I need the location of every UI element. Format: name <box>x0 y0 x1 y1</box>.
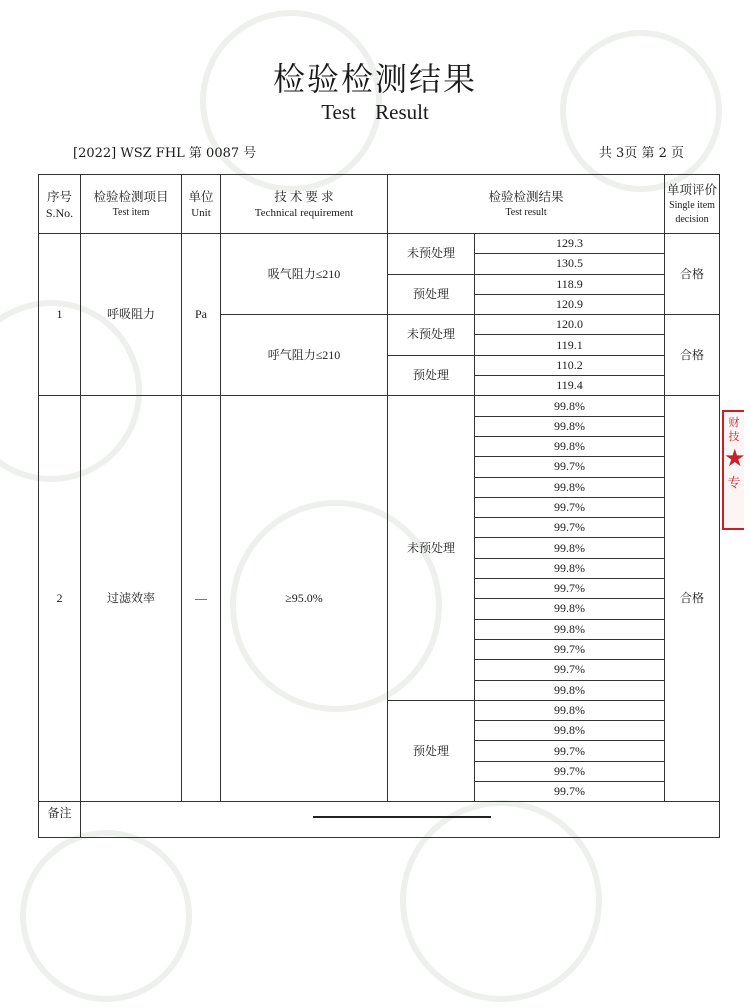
value-cell: 99.8% <box>475 619 665 639</box>
header-result: 检验检测结果 Test result <box>388 175 665 234</box>
value-cell: 99.7% <box>475 579 665 599</box>
page-subtitle: Test Result <box>321 100 429 124</box>
table-header-row <box>39 175 720 234</box>
value-cell: 99.8% <box>475 700 665 720</box>
page-title: 检验检测结果 <box>272 60 477 98</box>
item-cell: 呼吸阻力 <box>81 234 182 396</box>
table-row <box>39 234 720 254</box>
value-cell: 99.8% <box>475 396 665 416</box>
value-cell: 99.7% <box>475 782 665 802</box>
condition-cell: 未预处理 <box>388 315 475 356</box>
value-cell: 120.0 <box>475 315 665 335</box>
value-cell: 99.7% <box>475 518 665 538</box>
decision-cell: 合格 <box>665 396 720 802</box>
value-cell: 130.5 <box>475 254 665 274</box>
value-cell: 99.8% <box>475 558 665 578</box>
requirement-cell: 呼气阻力≤210 <box>221 315 388 396</box>
sn-cell: 2 <box>39 396 81 802</box>
stamp-text: 财技 <box>728 416 740 443</box>
value-cell: 118.9 <box>475 274 665 294</box>
value-cell: 99.8% <box>475 680 665 700</box>
value-cell: 120.9 <box>475 294 665 314</box>
value-cell: 99.7% <box>475 741 665 761</box>
value-cell: 99.8% <box>475 538 665 558</box>
value-cell: 99.8% <box>475 721 665 741</box>
value-cell: 129.3 <box>475 234 665 254</box>
value-cell: 119.4 <box>475 376 665 396</box>
page-info: 共 3页 第 2 页 <box>598 146 684 161</box>
result-table <box>38 174 720 838</box>
value-cell: 99.7% <box>475 660 665 680</box>
value-cell: 99.8% <box>475 599 665 619</box>
stamp-text: 专 <box>727 476 741 491</box>
unit-cell: Pa <box>182 234 221 396</box>
unit-cell: — <box>182 396 221 802</box>
signature-line <box>313 816 491 818</box>
remarks-label: 备注 <box>39 802 81 838</box>
condition-cell: 未预处理 <box>388 234 475 275</box>
value-cell: 119.1 <box>475 335 665 355</box>
value-cell: 99.8% <box>475 436 665 456</box>
report-number: [2022] WSZ FHL 第 0087 号 <box>73 146 257 161</box>
table-row <box>39 396 720 416</box>
condition-cell: 预处理 <box>388 700 475 801</box>
value-cell: 99.8% <box>475 477 665 497</box>
header-requirement: 技 术 要 求 Technical requirement <box>221 175 388 234</box>
requirement-cell: ≥95.0% <box>221 396 388 802</box>
remarks-content <box>81 802 720 838</box>
header-sn: 序号 S.No. <box>39 175 81 234</box>
value-cell: 99.7% <box>475 761 665 781</box>
value-cell: 99.8% <box>475 416 665 436</box>
remarks-row <box>39 802 720 838</box>
value-cell: 99.7% <box>475 639 665 659</box>
condition-cell: 预处理 <box>388 274 475 315</box>
condition-cell: 预处理 <box>388 355 475 396</box>
requirement-cell: 吸气阻力≤210 <box>221 234 388 315</box>
decision-cell: 合格 <box>665 315 720 396</box>
sn-cell: 1 <box>39 234 81 396</box>
value-cell: 99.7% <box>475 457 665 477</box>
header-unit: 单位 Unit <box>182 175 221 234</box>
value-cell: 99.7% <box>475 497 665 517</box>
star-icon: ★ <box>724 444 746 472</box>
header-decision: 单项评价 Single item decision <box>665 175 720 234</box>
condition-cell: 未预处理 <box>388 396 475 700</box>
watermark <box>20 830 192 1002</box>
value-cell: 110.2 <box>475 355 665 375</box>
seal-stamp <box>722 410 744 530</box>
item-cell: 过滤效率 <box>81 396 182 802</box>
decision-cell: 合格 <box>665 234 720 315</box>
header-item: 检验检测项目 Test item <box>81 175 182 234</box>
